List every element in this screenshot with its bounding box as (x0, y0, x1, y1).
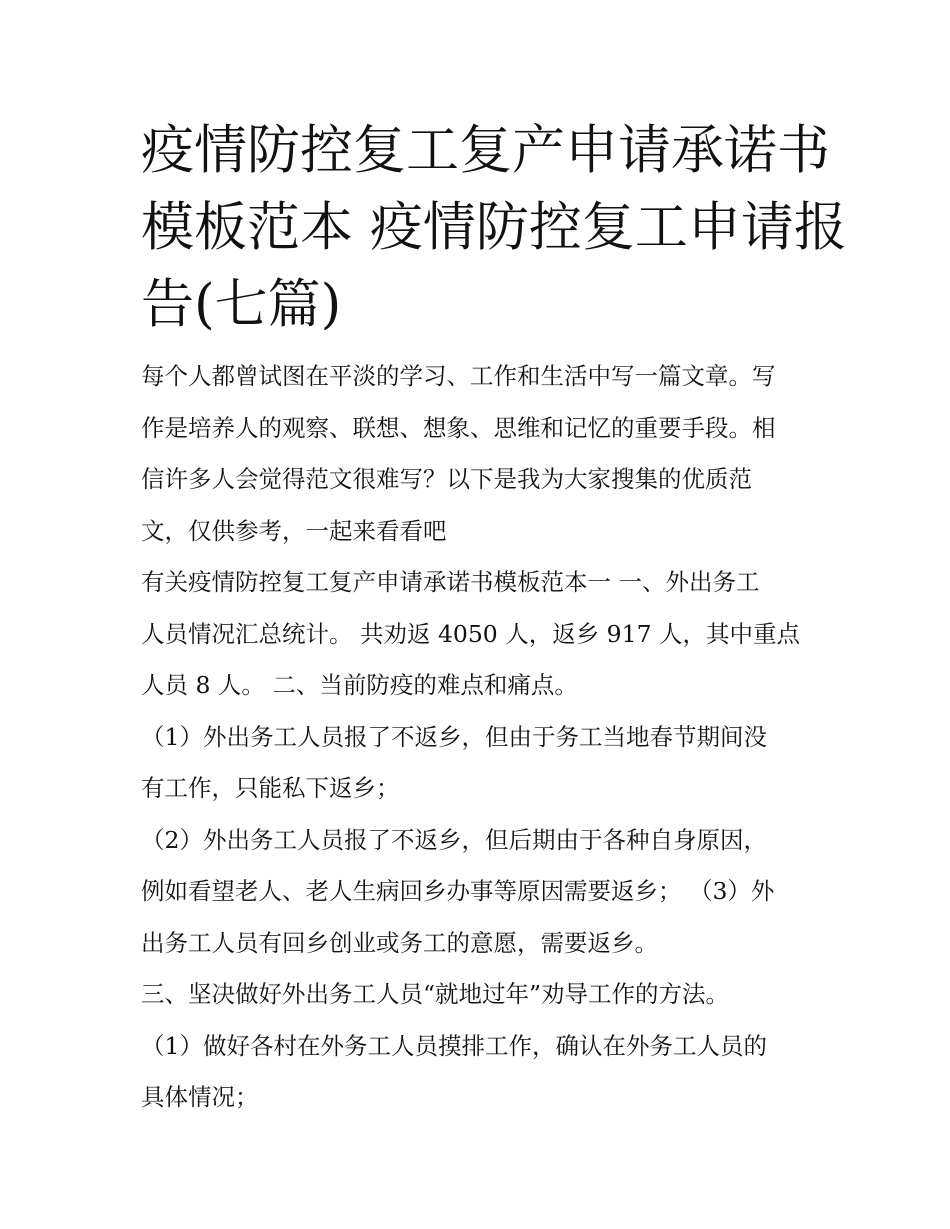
text-line: 人员 8 人。 二、当前防疫的难点和痛点。 (141, 671, 578, 699)
point-2-paragraph (141, 815, 821, 970)
document-title (141, 112, 847, 343)
section-3-heading (141, 969, 821, 1021)
point-1-paragraph (141, 712, 821, 815)
title-line: 模板范本 疫情防控复工申请报 (141, 197, 847, 258)
text-line: （2）外出务工人员报了不返乡，但后期由于各种自身原因， (141, 825, 767, 854)
text-line: 出务工人员有回乡创业或务工的意愿，需要返乡。 (141, 928, 658, 957)
text-line: （1）做好各村在外务工人员摸排工作，确认在外务工人员的 (141, 1031, 767, 1060)
method-1-paragraph (141, 1021, 821, 1124)
title-line: 告(七篇) (141, 274, 342, 335)
text-line: 作是培养人的观察、联想、想象、思维和记忆的重要手段。相 (141, 413, 776, 442)
intro-paragraph (141, 351, 821, 557)
text-line: 每个人都曾试图在平淡的学习、工作和生活中写一篇文章。写 (141, 362, 776, 390)
text-line: 人员情况汇总统计。 共劝返 4050 人，返乡 917 人，其中重点 (141, 619, 801, 648)
text-line: 三、坚决做好外出务工人员“就地过年”劝导工作的方法。 (141, 980, 730, 1008)
text-line: 信许多人会觉得范文很难写？以下是我为大家搜集的优质范 (141, 465, 752, 493)
summary-paragraph (141, 557, 821, 712)
text-line: 具体情况； (141, 1083, 259, 1111)
title-line: 疫情防控复工复产申请承诺书 (141, 120, 830, 181)
document-content (141, 112, 847, 1124)
text-line: 有工作，只能私下返乡； (141, 774, 400, 802)
text-line: （1）外出务工人员报了不返乡，但由于务工当地春节期间没 (141, 722, 767, 751)
text-line: 有关疫情防控复工复产申请承诺书模板范本一 一、外出务工 (141, 568, 760, 596)
text-line: 文，仅供参考，一起来看看吧 (141, 516, 447, 545)
text-line: 例如看望老人、老人生病回乡办事等原因需要返乡； （3）外 (141, 877, 775, 905)
